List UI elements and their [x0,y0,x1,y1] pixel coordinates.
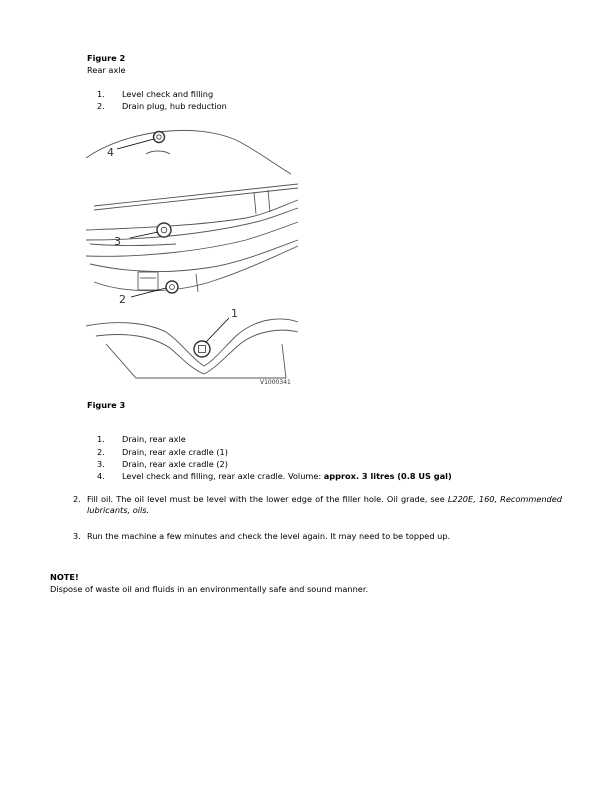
list-item-number: 1. [97,89,105,99]
step-number: 2. [73,494,81,504]
list-item-text: Level check and filling [122,89,214,99]
illustration-code: V1000341 [260,379,291,386]
volume-value: approx. 3 litres (0.8 US gal) [323,471,452,481]
step-text [87,494,562,516]
figure2-title: Figure 2 [87,53,126,63]
list-item-text: Drain, rear axle [122,434,186,444]
step-text: Run the machine a few minutes and check the level again. It may need to be topped up. [87,531,451,541]
list-item-number: 3. [97,459,105,469]
list-item-text [122,471,452,482]
step-number: 3. [73,531,81,541]
list-item-text: Drain, rear axle cradle (1) [122,447,228,457]
figure2-subtitle: Rear axle [87,65,126,75]
list-item-text: Drain, rear axle cradle (2) [122,459,228,469]
callout-3: 3 [114,235,121,248]
figure3-title: Figure 3 [87,400,126,410]
note-title: NOTE! [50,572,79,582]
step-text-body: Fill oil. The oil level must be level with the lower edge of the filler hole. Oil grade, see [87,494,448,504]
list-item-number: 2. [97,447,105,457]
note-text: Dispose of waste oil and fluids in an environmentally safe and sound manner. [50,584,369,594]
callout-1: 1 [231,307,238,320]
rear-axle-illustration [86,122,302,388]
list-item-number: 2. [97,101,105,111]
step-reference: L220E, 160, Recommended lubricants, oils. [87,494,562,516]
list-item-text: Drain plug, hub reduction [122,101,227,111]
list-item-number: 4. [97,471,105,481]
callout-4: 4 [107,146,114,159]
list-item-number: 1. [97,434,105,444]
callout-2: 2 [119,293,126,306]
volume-label: Level check and filling, rear axle cradle. Volume: [122,471,324,481]
